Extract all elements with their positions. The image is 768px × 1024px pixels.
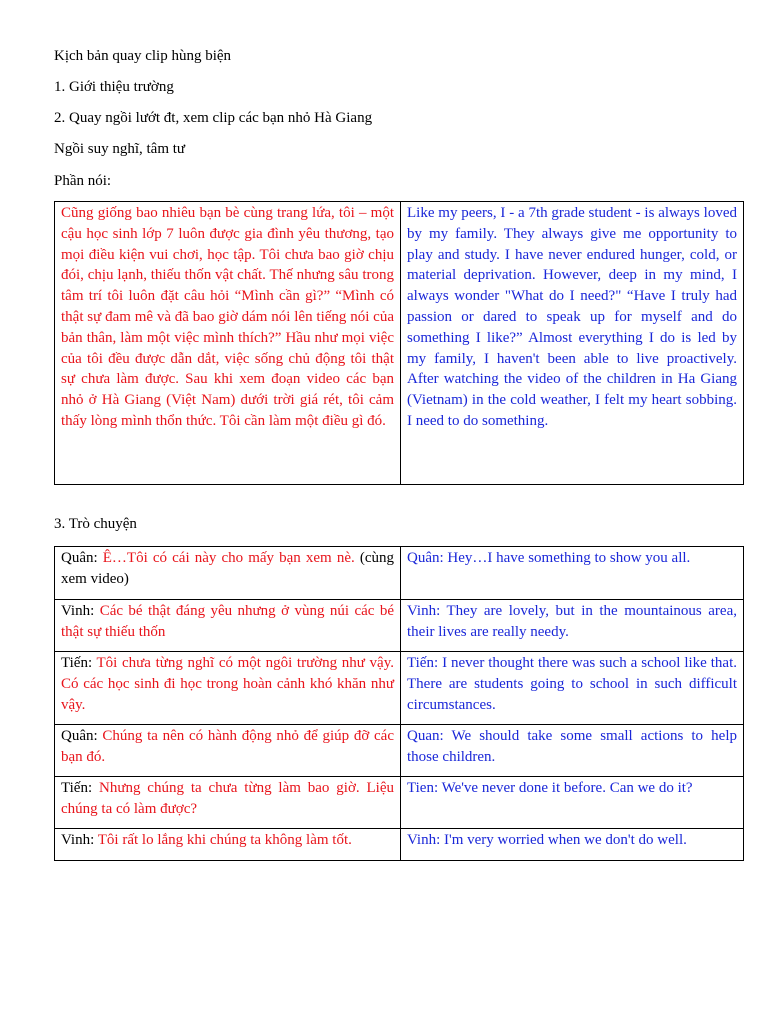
dialogue-vi-cell: [55, 600, 401, 652]
speech-english: Like my peers, I - a 7th grade student - is always loved by my family. They always give me opportunity to play and study. I have never endured hunger, cold, or material deprivation. However, deep in my mind, I always wonder "What do I need?" “Have I truly had passion or dared to speak up for myself and do something I like?” Almost everything I do is led by my family, I haven't been able to live proactively. After watching the video of the children in Ha Giang (Vietnam) in the cold weather, I felt my heart sobbing. I need to do something.: [401, 202, 744, 485]
speaker-name: Tiến:: [61, 655, 93, 671]
dialogue-vi-cell: [55, 777, 401, 829]
dialogue-vi-text: Tôi rất lo lắng khi chúng ta không làm tốt.: [94, 832, 352, 848]
item-school-intro: 1. Giới thiệu trường: [54, 79, 174, 95]
dialogue-row: [55, 547, 744, 600]
dialogue-en-text: Quân: Hey…I have something to show you all.: [401, 547, 744, 600]
dialogue-vi-cell: [55, 829, 401, 861]
speaker-name: Quân:: [61, 550, 98, 566]
dialogue-vi-cell: [55, 652, 401, 725]
dialogue-en-text: Tiến: I never thought there was such a school like that. There are students going to school in such difficult circumstances.: [401, 652, 744, 725]
speaker-name: Quân:: [61, 728, 98, 744]
dialogue-en-text: Vinh: They are lovely, but in the mountainous area, their lives are really needy.: [401, 600, 744, 652]
dialogue-vi-text: Ê…Tôi có cái này cho mấy bạn xem nè.: [97, 550, 355, 566]
dialogue-row: [55, 829, 744, 861]
dialogue-row: [55, 777, 744, 829]
speaker-name: Tiến:: [61, 780, 93, 796]
dialogue-vi-cell: [55, 725, 401, 777]
dialogue-vi-text: Tôi chưa từng nghĩ có một ngôi trường như vậy. Có các học sinh đi học trong hoàn cảnh khó khăn như vậy.: [61, 655, 394, 713]
dialogue-vi-text: Chúng ta nên có hành động nhỏ để giúp đỡ các bạn đó.: [61, 728, 394, 765]
dialogue-vi-cell: [55, 547, 401, 600]
item-phone-scene: 2. Quay ngồi lướt đt, xem clip các bạn nhỏ Hà Giang: [54, 110, 373, 126]
dialogue-row: [55, 600, 744, 652]
dialogue-table: [54, 546, 744, 861]
dialogue-en-text: Vinh: I'm very worried when we don't do well.: [401, 829, 744, 861]
speech-table: [54, 201, 744, 485]
speaker-name: Vinh:: [61, 832, 95, 848]
dialogue-vi-text: Nhưng chúng ta chưa từng làm bao giờ.: [92, 780, 360, 796]
dialogue-en-text: Tien: We've never done it before. Can we do it?: [401, 777, 744, 829]
dialogue-en-text: Quan: We should take some small actions to help those children.: [401, 725, 744, 777]
speech-vietnamese: Cũng giống bao nhiêu bạn bè cùng trang lứa, tôi – một cậu học sinh lớp 7 luôn được gia đình yêu thương, tạo mọi điều kiện vui chơi, học tập. Tôi chưa bao giờ chịu đói, chịu lạnh, thiếu thốn vật chất. Thế nhưng sâu trong tâm trí tôi luôn đặt câu hỏi “Mình cần gì?” “Mình có thật sự đam mê và đã bao giờ dám nói lên tiếng nói của bản thân, làm một việc mình thích?” Hầu như mọi việc của tôi đều được dẫn dắt, việc sống chủ động tôi thật sự chưa làm được. Sau khi xem đoạn video các bạn nhỏ ở Hà Giang (Việt Nam) dưới trời giá rét, tôi cảm thấy lòng mình thổn thức. Tôi cần làm một điều gì đó.: [55, 202, 401, 485]
speech-row: [55, 202, 744, 485]
dialogue-row: [55, 725, 744, 777]
line-speech-label: Phần nói:: [54, 173, 112, 189]
dialogue-vi-text-cont: Liệu chúng ta có làm được?: [61, 780, 394, 817]
document-title: Kịch bản quay clip hùng biện: [54, 48, 232, 64]
section-conversation-heading: 3. Trò chuyện: [54, 516, 137, 532]
dialogue-note: (cùng xem video): [61, 550, 395, 587]
dialogue-vi-text: Các bé thật đáng yêu nhưng ở vùng núi các bé thật sự thiếu thốn: [61, 603, 394, 640]
line-thinking: Ngồi suy nghĩ, tâm tư: [54, 141, 186, 157]
speaker-name: Vinh:: [61, 603, 95, 619]
dialogue-row: [55, 652, 744, 725]
